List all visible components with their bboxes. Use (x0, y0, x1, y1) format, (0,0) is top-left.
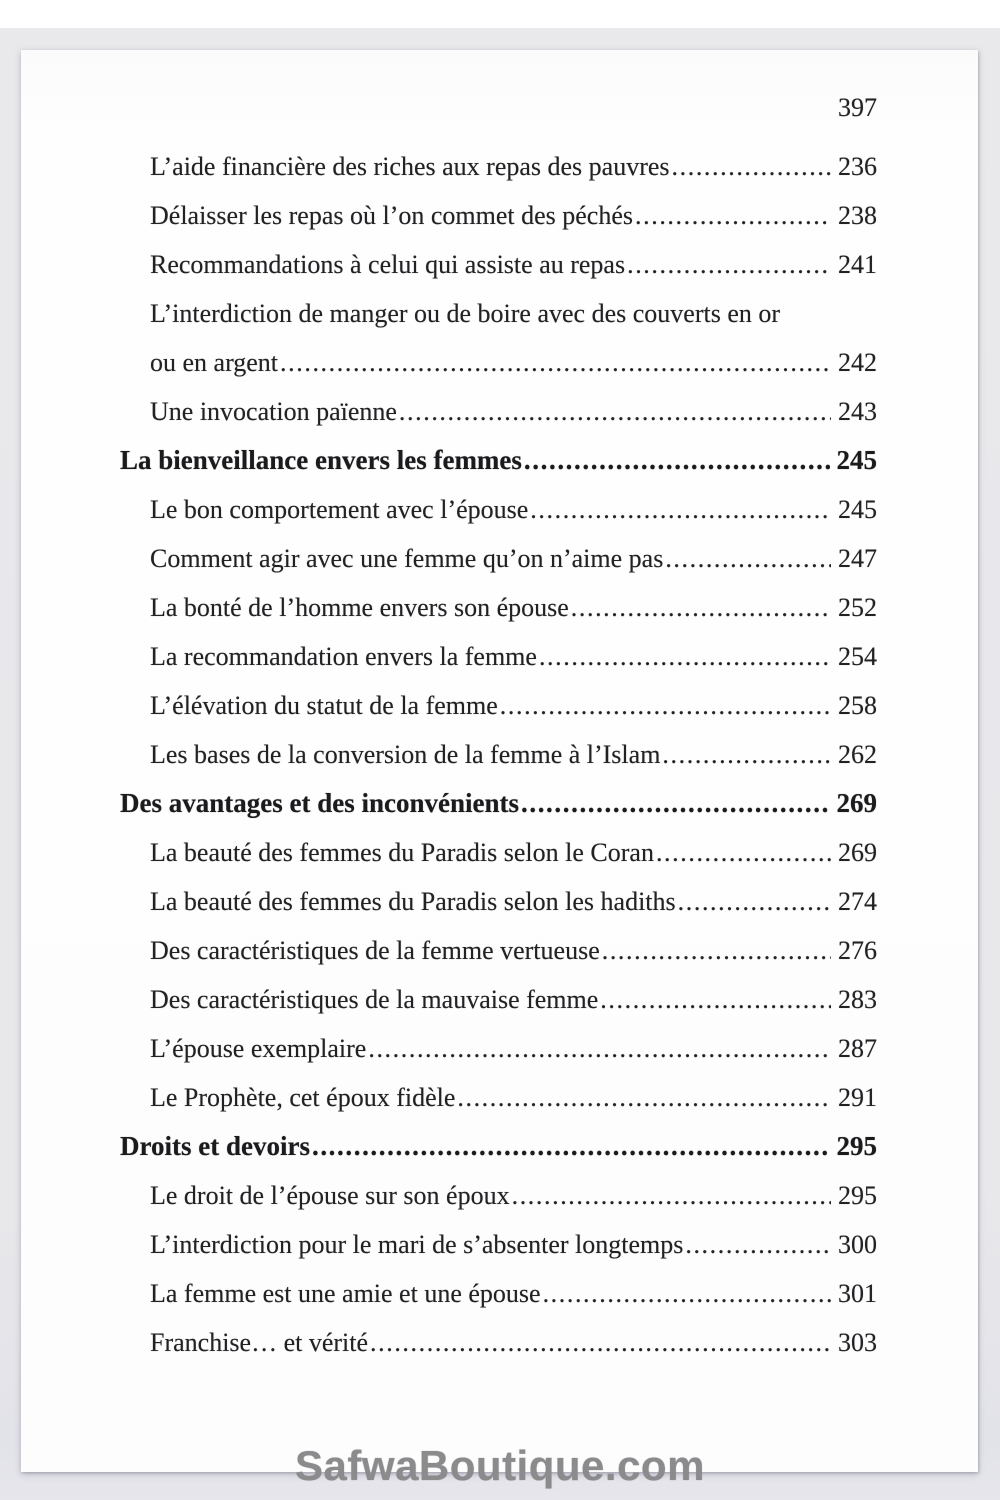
toc-row (120, 975, 877, 1024)
dot-leader (521, 779, 830, 828)
toc-row (120, 877, 877, 926)
toc-row (120, 1269, 877, 1318)
toc-entry-page: 295 (838, 1181, 877, 1210)
toc-entry-label: La beauté des femmes du Paradis selon le Coran (150, 838, 654, 867)
dot-leader (512, 1171, 831, 1220)
toc-row (120, 1073, 877, 1122)
toc-row (120, 142, 877, 191)
toc-entry-label: Franchise… et vérité (150, 1328, 369, 1357)
toc-entry-page: 241 (838, 250, 877, 279)
dot-leader (571, 583, 831, 632)
page-number-header: 397 (838, 93, 877, 122)
toc-entry-label: Le Prophète, cet époux fidèle (150, 1083, 456, 1112)
toc-entry-label: Des caractéristiques de la femme vertueuse (150, 936, 600, 965)
toc-row (120, 534, 877, 583)
dot-leader (685, 1220, 831, 1269)
dot-leader (280, 338, 831, 387)
toc-entry-page: 247 (838, 544, 877, 573)
toc-row (120, 632, 877, 681)
toc-entry-page: 291 (838, 1083, 877, 1112)
toc-row (120, 338, 877, 387)
dot-leader (370, 1318, 831, 1367)
toc-entry-label: L’élévation du statut de la femme (150, 691, 498, 720)
toc-entry-page: 287 (838, 1034, 877, 1063)
dot-leader (539, 632, 831, 681)
toc-entry-label: Des avantages et des inconvénients (120, 788, 519, 818)
toc-row (120, 730, 877, 779)
toc-row (120, 289, 877, 338)
toc-row (120, 1318, 877, 1367)
toc-row (120, 485, 877, 534)
toc-entry-page: 269 (836, 788, 877, 818)
toc-entry-label: Droits et devoirs (120, 1131, 310, 1161)
dot-leader (543, 1269, 831, 1318)
toc-entry-label: L’interdiction de manger ou de boire avec des couverts en or (150, 299, 781, 328)
toc-entry-label: Les bases de la conversion de la femme à l’Islam (150, 740, 661, 769)
toc-row (120, 1220, 877, 1269)
dot-leader (530, 485, 831, 534)
toc-entry-label: L’aide financière des riches aux repas des pauvres (150, 152, 670, 181)
toc-row (120, 1024, 877, 1073)
dot-leader (635, 191, 831, 240)
toc-entry-page: 262 (838, 740, 877, 769)
toc-entry-page: 269 (838, 838, 877, 867)
toc-entry-label: Le droit de l’épouse sur son époux (150, 1181, 510, 1210)
toc-row (120, 1171, 877, 1220)
toc-row (120, 1122, 877, 1171)
dot-leader (399, 387, 831, 436)
toc-entry-page: 274 (838, 887, 877, 916)
watermark-text: SafwaBoutique.com (295, 1442, 705, 1489)
toc-entry-label: L’épouse exemplaire (150, 1034, 367, 1063)
toc-row (120, 436, 877, 485)
scanned-photo-background (0, 28, 1000, 1500)
toc-entry-page: 236 (838, 152, 877, 181)
toc-entry-page: 258 (838, 691, 877, 720)
toc-entry-page: 301 (838, 1279, 877, 1308)
toc-row (120, 387, 877, 436)
toc-row (120, 240, 877, 289)
book-page (21, 50, 978, 1472)
toc-entry-label: Comment agir avec une femme qu’on n’aime pas (150, 544, 664, 573)
dot-leader (368, 1024, 831, 1073)
toc-entry-page: 276 (838, 936, 877, 965)
dot-leader (524, 436, 830, 485)
toc-entry-label: La bienveillance envers les femmes (120, 445, 522, 475)
dot-leader (500, 681, 831, 730)
toc-entry-label: Le bon comportement avec l’épouse (150, 495, 529, 524)
dot-leader (662, 730, 831, 779)
toc-row (120, 681, 877, 730)
toc-entry-page: 300 (838, 1230, 877, 1259)
toc-entry-label: La beauté des femmes du Paradis selon les hadiths (150, 887, 676, 916)
toc-entry-label: La recommandation envers la femme (150, 642, 537, 671)
dot-leader (627, 240, 831, 289)
toc-entry-page: 245 (838, 495, 877, 524)
toc-entry-label: L’interdiction pour le mari de s’absenter longtemps (150, 1230, 684, 1259)
table-of-contents (21, 142, 978, 1367)
toc-entry-label: Délaisser les repas où l’on commet des péchés (150, 201, 634, 230)
dot-leader (665, 534, 831, 583)
toc-entry-label: Recommandations à celui qui assiste au repas (150, 250, 626, 279)
toc-entry-page: 242 (838, 348, 877, 377)
dot-leader (656, 828, 831, 877)
toc-row (120, 583, 877, 632)
toc-entry-page: 303 (838, 1328, 877, 1357)
toc-entry-page: 254 (838, 642, 877, 671)
toc-row (120, 828, 877, 877)
toc-entry-page: 245 (836, 445, 877, 475)
dot-leader (678, 877, 831, 926)
toc-entry-page: 252 (838, 593, 877, 622)
toc-entry-label: ou en argent (150, 348, 279, 377)
toc-entry-page: 283 (838, 985, 877, 1014)
toc-entry-page: 238 (838, 201, 877, 230)
toc-row (120, 191, 877, 240)
toc-entry-label: Une invocation païenne (150, 397, 397, 426)
toc-row (120, 926, 877, 975)
dot-leader (602, 926, 831, 975)
toc-entry-page: 295 (836, 1131, 877, 1161)
toc-entry-label: Des caractéristiques de la mauvaise femme (150, 985, 599, 1014)
dot-leader (457, 1073, 831, 1122)
toc-entry-label: La femme est une amie et une épouse (150, 1279, 541, 1308)
top-white-strip (0, 0, 1000, 28)
toc-entry-page: 243 (838, 397, 877, 426)
toc-row (120, 779, 877, 828)
dot-leader (600, 975, 831, 1024)
dot-leader (312, 1122, 830, 1171)
toc-entry-label: La bonté de l’homme envers son épouse (150, 593, 569, 622)
dot-leader (672, 142, 831, 191)
